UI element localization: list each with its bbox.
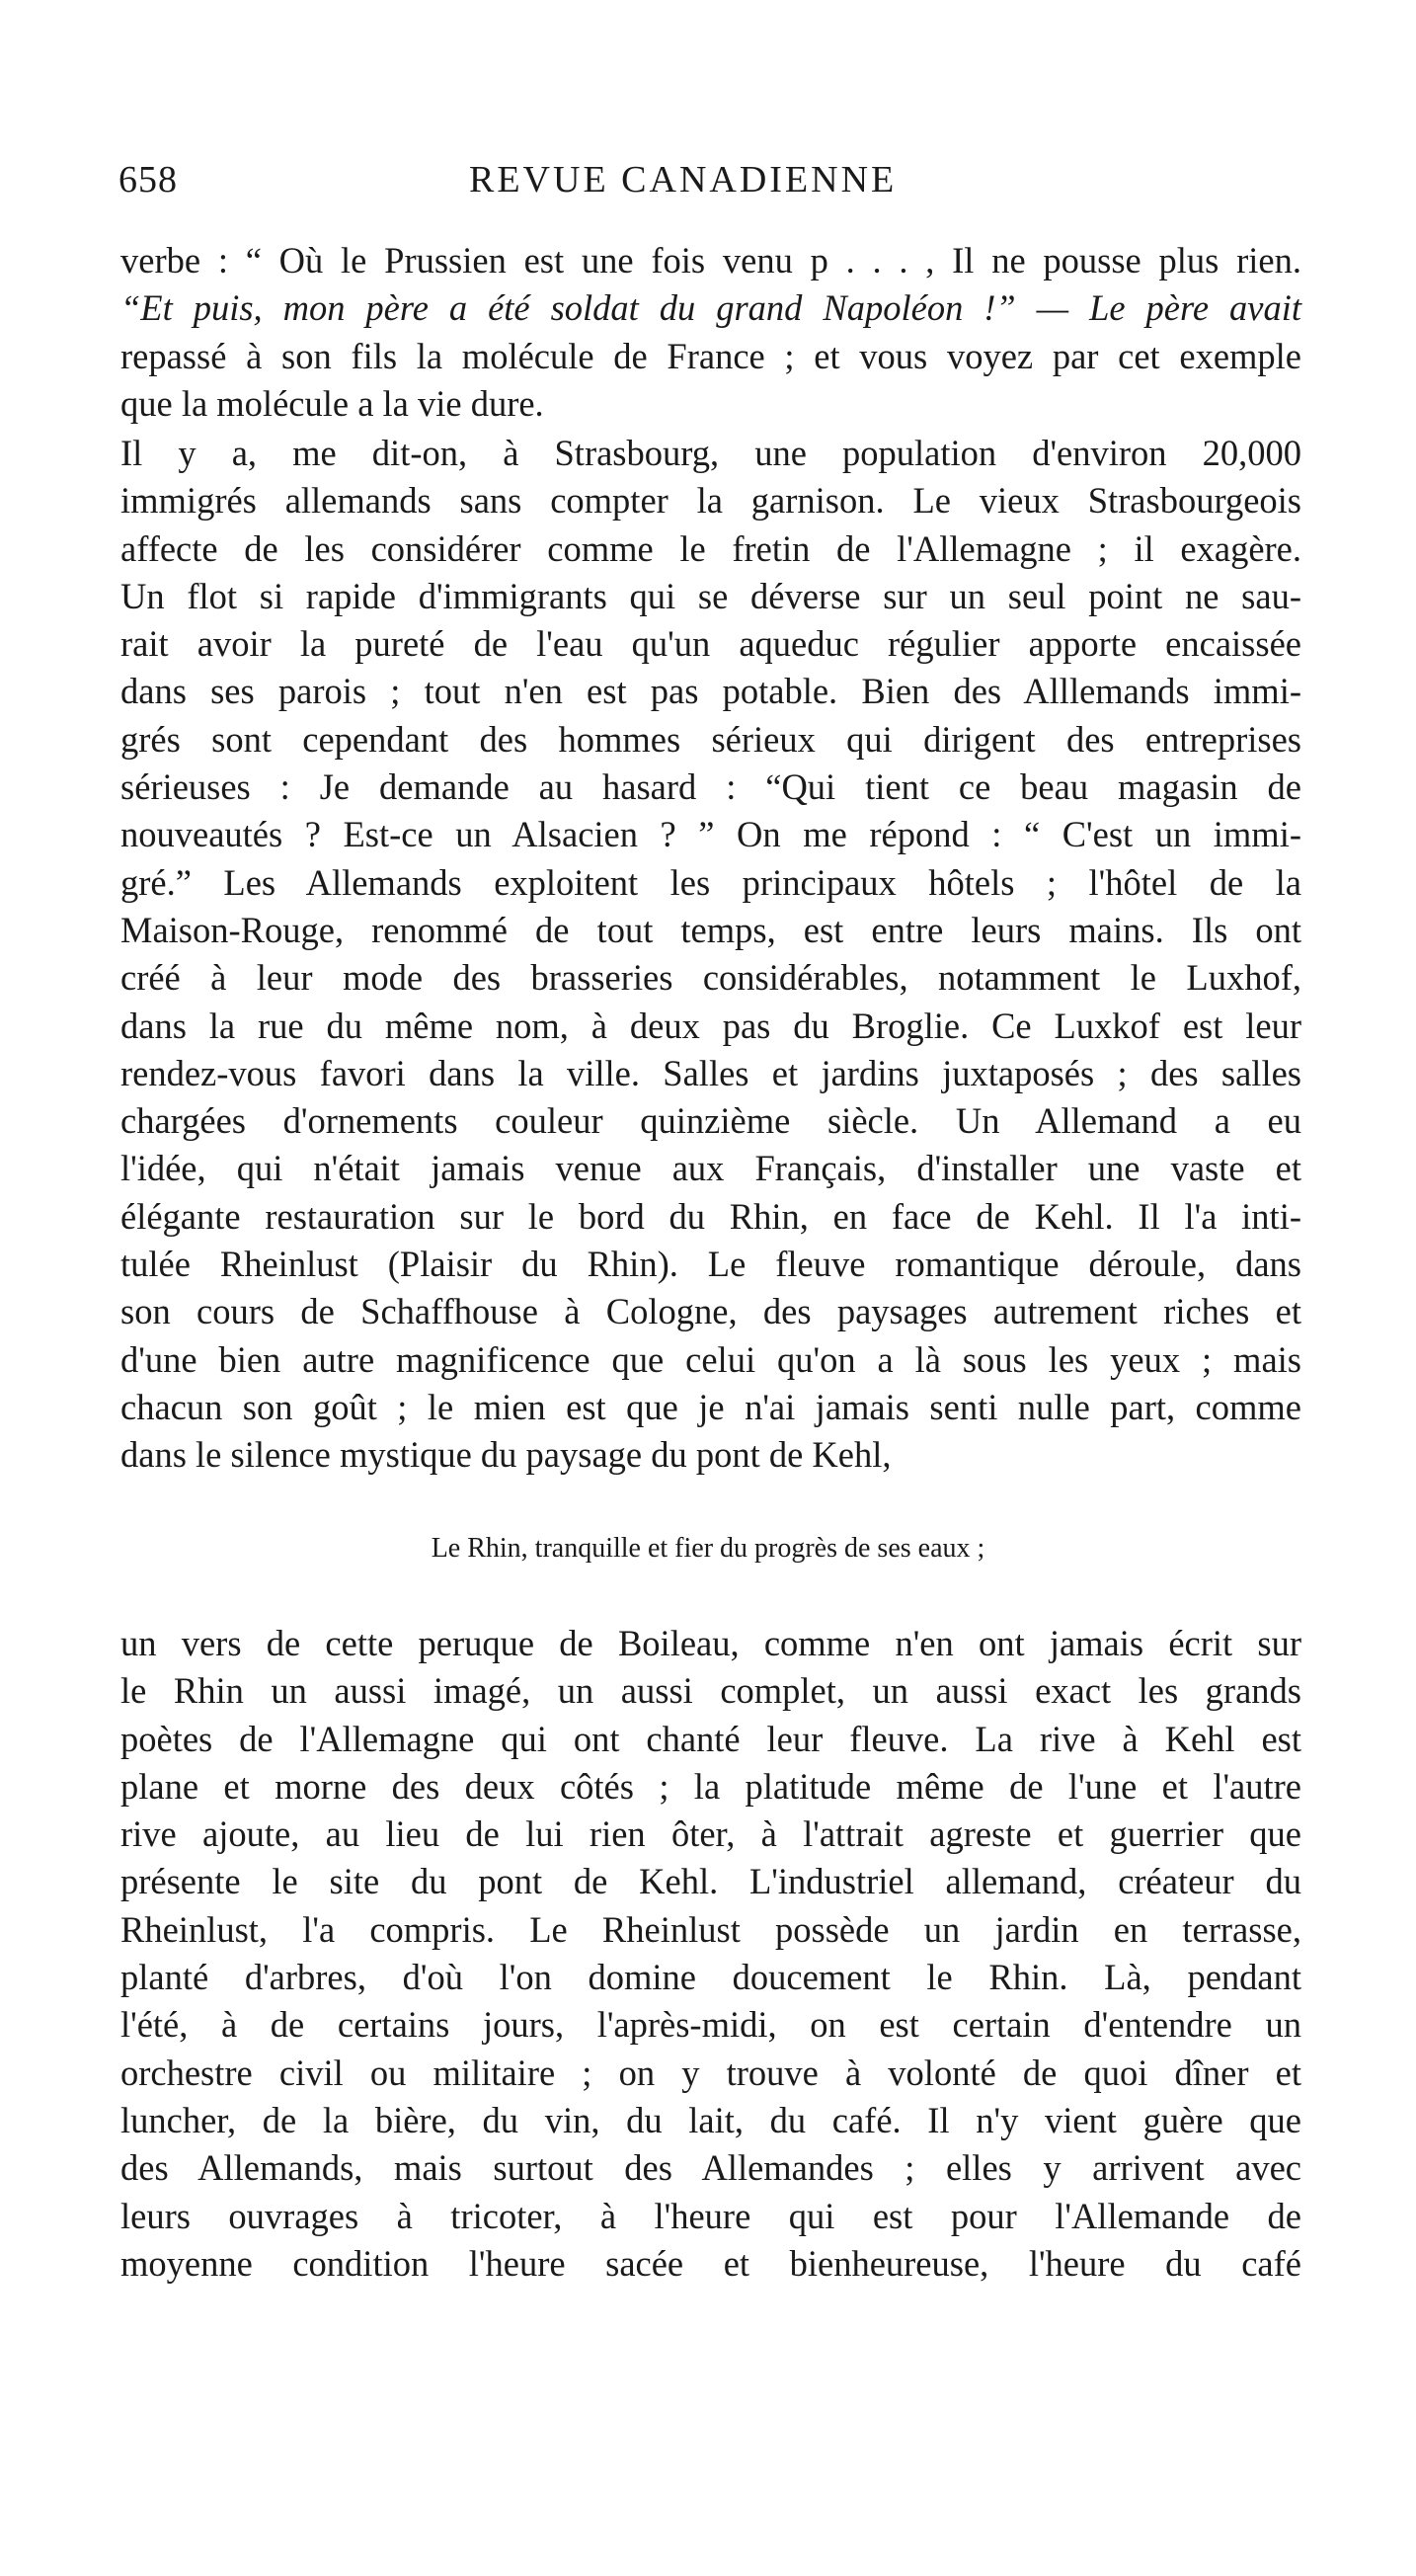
running-title: REVUE CANADIENNE: [469, 159, 898, 201]
text-line: luncher, de la bière, du vin, du lait, du café. Il n'y vient guère que: [120, 2099, 1301, 2140]
text-line: chargées d'ornements couleur quinzième siècle. Un Allemand a eu: [120, 1100, 1301, 1142]
text-line: orchestre civil ou militaire ; on y trouve à volonté de quoi dîner et: [120, 2052, 1301, 2093]
text-line: “Et puis, mon père a été soldat du grand Napoléon !” — Le père avait: [120, 287, 1301, 329]
text-line: nouveautés ? Est-ce un Alsacien ? ” On me répond : “ C'est un immi-: [120, 814, 1301, 855]
text-line: des Allemands, mais surtout des Allemandes ; elles y arrivent avec: [120, 2147, 1301, 2189]
text-line: repassé à son fils la molécule de France ; et vous voyez par cet exemple: [120, 335, 1301, 376]
text-line: poètes de l'Allemagne qui ont chanté leur fleuve. La rive à Kehl est: [120, 1718, 1301, 1759]
text-line: dans la rue du même nom, à deux pas du Broglie. Ce Luxkof est leur: [120, 1005, 1301, 1046]
text-line: rait avoir la pureté de l'eau qu'un aqueduc régulier apporte encaissée: [120, 623, 1301, 665]
text-line: leurs ouvrages à tricoter, à l'heure qui est pour l'Allemande de: [120, 2195, 1301, 2236]
text-line: Maison-Rouge, renommé de tout temps, est entre leurs mains. Ils ont: [120, 909, 1301, 950]
paragraph-2: [120, 430, 1301, 1480]
text-line: dans ses parois ; tout n'en est pas potable. Bien des Alllemands immi-: [120, 671, 1301, 712]
text-line: affecte de les considérer comme le fretin de l'Allemagne ; il exagère.: [120, 527, 1301, 569]
text-line: planté d'arbres, d'où l'on domine doucement le Rhin. Là, pendant: [120, 1957, 1301, 1998]
text-line: dans le silence mystique du paysage du pont de Kehl,: [120, 1434, 892, 1476]
text-line: rendez-vous favori dans la ville. Salles et jardins juxtaposés ; des salles: [120, 1052, 1301, 1093]
text-line: gré.” Les Allemands exploitent les principaux hôtels ; l'hôtel de la: [120, 861, 1301, 903]
paragraph-1: [120, 237, 1301, 428]
text-line: Un flot si rapide d'immigrants qui se déverse sur un seul point ne sau-: [120, 575, 1301, 616]
page-header: [118, 158, 1303, 207]
text-line: rive ajoute, au lieu de lui rien ôter, à l'attrait agreste et guerrier que: [120, 1813, 1301, 1855]
text-line: élégante restauration sur le bord du Rhin, en face de Kehl. Il l'a inti-: [120, 1195, 1301, 1237]
text-line: chacun son goût ; le mien est que je n'ai jamais senti nulle part, comme: [120, 1386, 1301, 1427]
text-line: l'été, à de certains jours, l'après-midi, on est certain d'entendre un: [120, 2004, 1301, 2046]
verse-quote: Le Rhin, tranquille et fier du progrès de ses eaux ;: [431, 1533, 985, 1564]
text-line: d'une bien autre magnificence que celui qu'on a là sous les yeux ; mais: [120, 1338, 1301, 1380]
text-line: créé à leur mode des brasseries considérables, notamment le Luxhof,: [120, 957, 1301, 999]
text-line: le Rhin un aussi imagé, un aussi complet, un aussi exact les grands: [120, 1670, 1301, 1712]
text-line: un vers de cette peruque de Boileau, comme n'en ont jamais écrit sur: [120, 1623, 1301, 1663]
page-number: 658: [118, 159, 178, 201]
text-line: Il y a, me dit-on, à Strasbourg, une population d'environ 20,000: [120, 433, 1301, 473]
text-line: présente le site du pont de Kehl. L'industriel allemand, créateur du: [120, 1861, 1301, 1902]
text-line: immigrés allemands sans compter la garnison. Le vieux Strasbourgeois: [120, 480, 1301, 522]
text-line: moyenne condition l'heure sacée et bienheureuse, l'heure du café: [120, 2242, 1301, 2284]
paragraph-3: [120, 1620, 1301, 2288]
text-line: verbe : “ Où le Prussien est une fois venu p . . . , Il ne pousse plus rien.: [120, 240, 1301, 281]
text-line: tulée Rheinlust (Plaisir du Rhin). Le fleuve romantique déroule, dans: [120, 1244, 1301, 1285]
text-line: grés sont cependant des hommes sérieux qui dirigent des entreprises: [120, 718, 1301, 760]
text-line: plane et morne des deux côtés ; la platitude même de l'une et l'autre: [120, 1765, 1301, 1807]
text-line: l'idée, qui n'était jamais venue aux Français, d'installer une vaste et: [120, 1148, 1301, 1189]
text-line: Rheinlust, l'a compris. Le Rheinlust possède un jardin en terrasse,: [120, 1908, 1301, 1950]
text-line: sérieuses : Je demande au hasard : “Qui tient ce beau magasin de: [120, 766, 1301, 808]
text-line: que la molécule a la vie dure.: [120, 382, 544, 424]
text-line: son cours de Schaffhouse à Cologne, des paysages autrement riches et: [120, 1291, 1301, 1332]
